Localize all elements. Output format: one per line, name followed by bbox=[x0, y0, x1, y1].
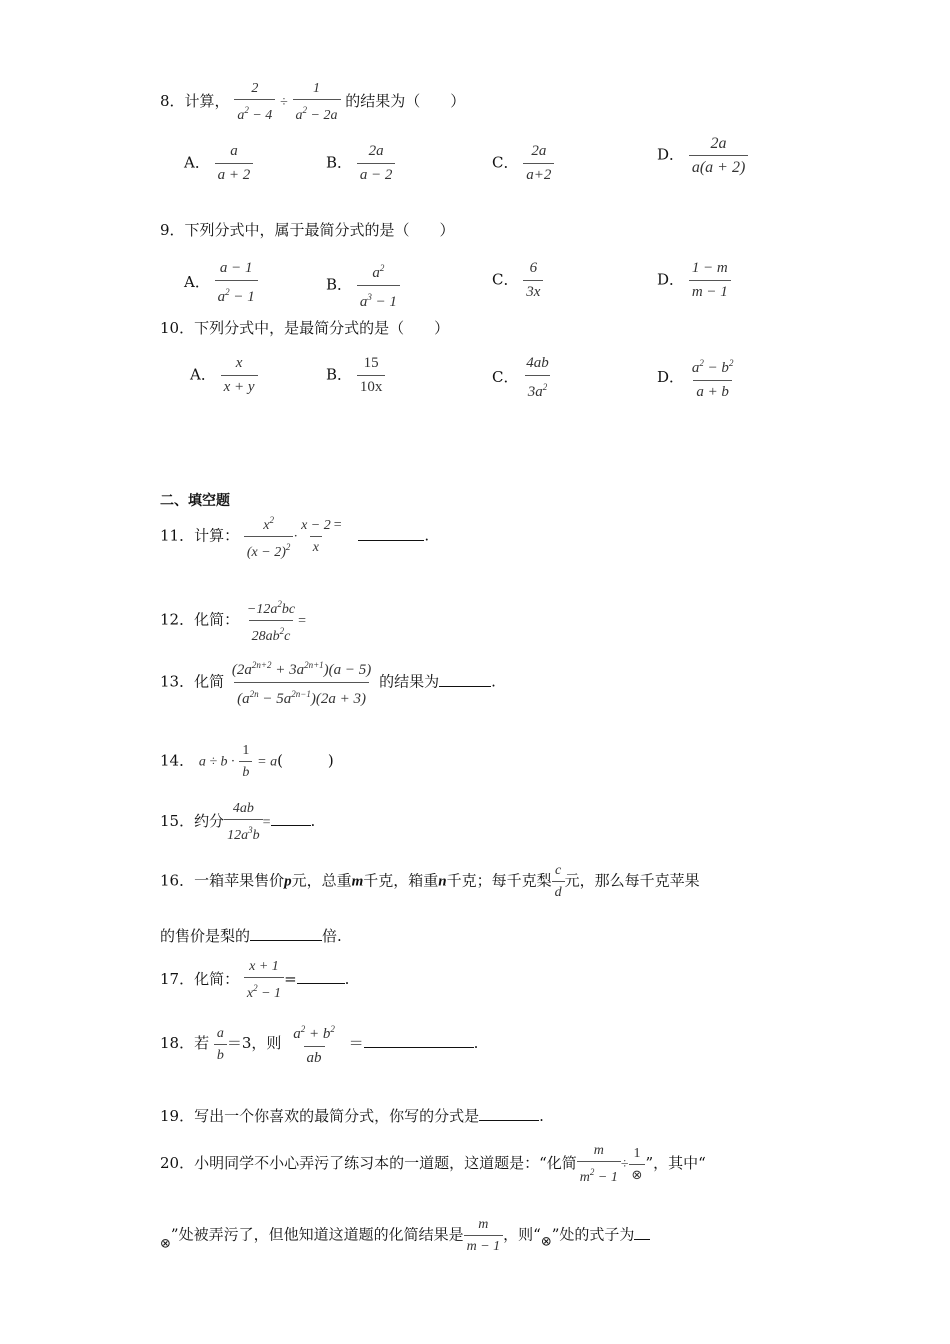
question-20-line-1: 20．小明同学不小心弄污了练习本的一道题，这道题是：“化简 $\frac{m}{m^2 - 1}$ ÷ $\frac{1}{\otimes}$ ”，其中“ bbox=[160, 1143, 706, 1185]
option-b: B． $\frac{2a}{a - 2}$ bbox=[326, 142, 395, 185]
question-15: 15．约分 $\frac{4ab}{12a^3b}$ = . bbox=[160, 801, 316, 843]
option-b: B． $\frac{a^2}{a^3 - 1}$ bbox=[326, 259, 400, 312]
answer-blank bbox=[439, 672, 491, 687]
option-a: A． $\frac{a - 1}{a^2 - 1}$ bbox=[184, 259, 258, 307]
answer-blank bbox=[364, 1033, 474, 1048]
question-11: 11．计算： $\frac{x^2}{(x - 2)^2}$ · $\frac{x - 2}{x}$ = . bbox=[160, 515, 430, 560]
question-12: 12．化简： $\frac{-12a^2bc}{28ab^2c}$ = bbox=[160, 599, 306, 644]
option-a: A． $\frac{x}{x + y}$ bbox=[190, 354, 258, 397]
answer-blank bbox=[250, 926, 322, 941]
answer-blank bbox=[271, 811, 311, 826]
smudge-icon: ⊗ bbox=[629, 1164, 646, 1184]
option-a: A． $\frac{a}{a + 2}$ bbox=[184, 142, 253, 185]
option-d: D． $\frac{a^2 - b^2}{a + b}$ bbox=[657, 358, 734, 400]
smudge-icon: ⊗ bbox=[160, 1236, 171, 1252]
fraction: $\frac{1}{a^2 - 2a}$ bbox=[293, 80, 341, 124]
option-c: C． $\frac{6}{3x}$ bbox=[492, 259, 543, 302]
question-10: 10．下列分式中，是最简分式的是（ ） bbox=[160, 319, 450, 337]
question-number: 8． bbox=[160, 92, 185, 110]
answer-blank bbox=[479, 1106, 539, 1121]
answer-blank bbox=[358, 526, 424, 541]
option-c: C． $\frac{2a}{a+2}$ bbox=[492, 142, 554, 185]
option-c: C． $\frac{4ab}{3a^2}$ bbox=[492, 355, 549, 400]
question-19: 19．写出一个你喜欢的最简分式，你写的分式是 . bbox=[160, 1107, 544, 1125]
option-b: B． $\frac{15}{10x}$ bbox=[326, 354, 385, 397]
option-d: D． $\frac{1 - m}{m - 1}$ bbox=[657, 259, 731, 302]
answer-blank bbox=[634, 1225, 650, 1240]
question-8: 8．计算， $\frac{2}{a^2 - 4}$ ÷ $\frac{1}{a^2 - 2a}$ 的结果为（ ） bbox=[160, 81, 466, 123]
question-13: 13．化简 $\frac{(2a^{2n+2} + 3a^{2n+1})(a - 5)}{(a^{2n} - 5a^{2n-1})(2a + 3)}$ 的结果为 . bbox=[160, 660, 496, 707]
question-16-line-2: 的售价是梨的 倍. bbox=[160, 927, 342, 945]
question-20-line-2: ⊗”处被弄污了，但他知道这道题的化简结果是 $\frac{m}{m - 1}$ ，则“⊗”处的式子为 bbox=[160, 1216, 650, 1255]
section-heading: 二、填空题 bbox=[160, 493, 230, 509]
question-16-line-1: 16．一箱苹果售价p元，总重m千克，箱重n千克；每千克梨 $\frac{c}{d}$ 元，那么每千克苹果 bbox=[160, 863, 700, 900]
question-17: 17．化简： $\frac{x + 1}{x^2 - 1}$ = . bbox=[160, 959, 350, 1001]
smudge-icon: ⊗ bbox=[540, 1234, 552, 1250]
answer-blank bbox=[297, 969, 345, 984]
option-d: D． $\frac{2a}{a(a + 2)}$ bbox=[657, 134, 748, 177]
fraction: $\frac{2}{a^2 - 4}$ bbox=[234, 80, 275, 124]
question-14: 14． a ÷ b · $\frac{1}{b}$ = a( ) bbox=[160, 743, 334, 780]
question-18: 18．若 $\frac{a}{b}$ ＝3，则 $\frac{a^2 + b^2}{ab}$ ＝ . bbox=[160, 1024, 479, 1066]
question-9: 9．下列分式中，属于最简分式的是（ ） bbox=[160, 221, 455, 239]
